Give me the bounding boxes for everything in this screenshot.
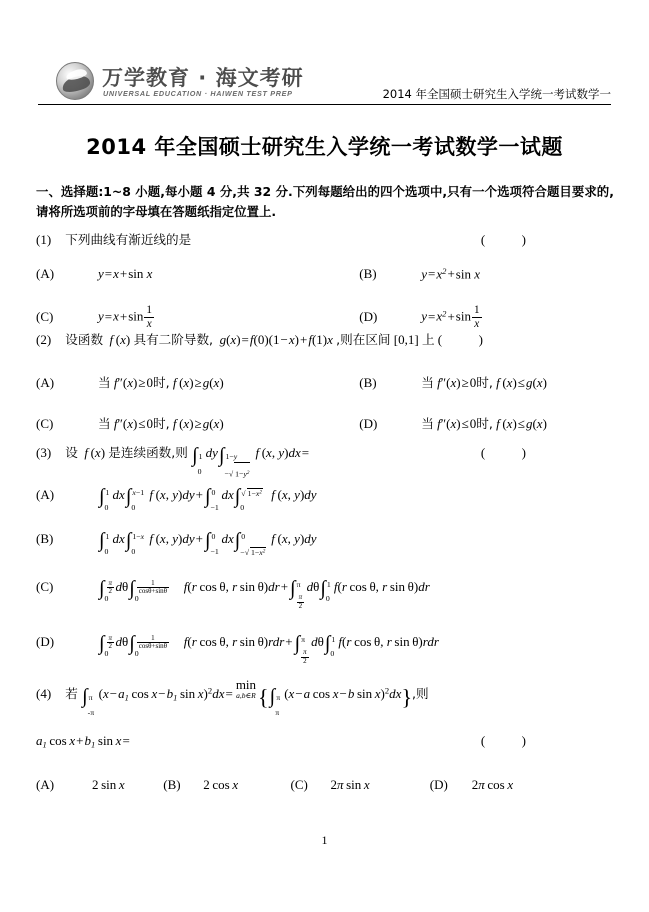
question-4-answer-bracket[interactable]: ( ) <box>480 733 536 749</box>
question-3 <box>36 443 614 665</box>
question-4-text-1: 若 <box>65 686 78 701</box>
question-2-text-3: ,则在区间 <box>336 332 391 347</box>
running-head: 2014 年全国硕士研究生入学统一考试数学一 <box>382 87 611 101</box>
question-4 <box>36 678 614 793</box>
question-2-number: (2) <box>36 332 52 347</box>
question-1-option-A[interactable]: (A) y=x+sin x <box>36 266 153 281</box>
page-title: 2014 年全国硕士研究生入学统一考试数学一试题 <box>86 135 563 159</box>
question-3-text-2: 是连续函数,则 <box>108 445 188 460</box>
question-4-option-D[interactable]: (D) 2π cos x <box>429 776 514 792</box>
question-1-number: (1) <box>36 232 52 247</box>
question-2-text-1: 设函数 <box>65 332 104 347</box>
brand-name-en: UNIVERSAL EDUCATION · HAIWEN TEST PREP <box>103 89 293 98</box>
question-3-text-1: 设 <box>65 445 78 460</box>
question-1-option-B[interactable]: (B) $y=x^2+\sin$ x <box>359 266 480 282</box>
question-3-option-C[interactable]: (C) ∫ $\frac{\pi}{2}$ 0 dθ∫ $\frac{1}{\cos\theta+\sin\theta}$ 0 f(r cos θ, r sin θ)dr+∫ π $\frac{\pi}{2}$ dθ∫ 1 0 f(r cos θ, r sin θ)dr <box>36 577 430 610</box>
option-row <box>36 372 614 391</box>
question-4-number: (4) <box>36 686 52 701</box>
question-2-option-C[interactable]: (C) 当 f″(x)≤0时, f (x)≥g(x) <box>36 416 224 431</box>
question-4-option-B[interactable]: (B) 2 cos x <box>163 776 239 792</box>
question-2-option-B[interactable]: (B) 当 f″(x)≥0时, f (x)≤g(x) <box>359 375 547 390</box>
question-4-option-C[interactable]: (C) 2π sin x <box>290 776 370 792</box>
question-4-stem-line2: $a_1$ $\cos x+b_1$ sin x= ( ) <box>36 733 536 750</box>
integral: ∫ 1 0 <box>192 444 203 476</box>
question-4-stem: (4) 若 ∫ π -π ($x-a_1$ $\cos x-b_1$ sin x)$^2$dx= min a,b∈R {∫ π π (x−a cos x−b sin x)$^2$dx},则 <box>36 677 429 717</box>
brand-masthead <box>56 62 306 106</box>
question-2 <box>36 330 614 432</box>
question-3-option-A[interactable]: (A) ∫ 1 0 dx∫ x−1 0 f (x, y)dy+∫ 0 −1 dx∫ √ $1-x^2$ 0 f (x, y)dy <box>36 485 317 512</box>
question-1-text: 下列曲线有渐近线的是 <box>65 232 192 247</box>
section-instructions: 一、选择题:1~8 小题,每小题 4 分,共 32 分.下列每题给出的四个选项中,只有一个选项符合题目要求的,请将所选项前的字母填在答题纸指定位置上. <box>36 184 614 219</box>
question-3-option-D[interactable]: (D) ∫ $\frac{\pi}{2}$ 0 dθ∫ $\frac{1}{\cos\theta+\sin\theta}$ 0 f(r cos θ, r sin θ)rdr+∫ π $\frac{\pi}{2}$ dθ∫ 1 0 f(r cos θ, r sin θ)rdr <box>36 632 439 665</box>
question-4-options <box>36 777 614 793</box>
question-4-option-A[interactable]: (A) 2 sin x <box>36 776 125 792</box>
question-1 <box>36 230 614 330</box>
option-row <box>36 413 614 432</box>
header-divider <box>38 104 611 105</box>
question-1-answer-bracket[interactable]: ( ) <box>480 232 536 247</box>
question-1-options <box>36 266 614 330</box>
brand-name-cn: 万学教育 · 海文考研 <box>102 66 304 90</box>
integral: ∫ 1−y −√ $1-y^2$ <box>219 444 255 464</box>
globe-swoosh-logo-icon <box>56 62 94 100</box>
question-3-options <box>36 485 614 665</box>
question-2-text-2: 具有二阶导数, <box>133 332 214 347</box>
question-1-option-D[interactable]: (D) $y=x^2+\sin$ $\frac{1}{x}$ <box>359 304 480 330</box>
question-2-answer-bracket[interactable]: ( ) <box>437 332 493 347</box>
question-2-option-A[interactable]: (A) 当 f″(x)≥0时, f (x)≥g(x) <box>36 375 224 390</box>
question-3-stem: (3) 设 f (x) 是连续函数,则 ∫ 1 0 dy∫ 1−y −√ $1-y^2$ f (x, y)dx= ( ) <box>36 443 614 464</box>
question-3-answer-bracket[interactable]: ( ) <box>480 445 536 460</box>
question-2-text-4: 上 <box>421 332 435 347</box>
question-2-option-D[interactable]: (D) 当 f″(x)≤0时, f (x)≤g(x) <box>359 416 547 431</box>
option-row <box>36 304 614 329</box>
min-operator: min a,b∈R <box>235 677 257 700</box>
question-1-option-C[interactable]: (C) y=x+sin $\frac{1}{x}$ <box>36 304 153 330</box>
question-1-stem <box>36 230 614 250</box>
question-2-options <box>36 372 614 432</box>
question-3-number: (3) <box>36 445 52 460</box>
question-3-option-B[interactable]: (B) ∫ 1 0 dx∫ 1−x 0 f (x, y)dy+∫ 0 −1 dx∫ 0 −√ $1-x^2$ f (x, y)dy <box>36 529 317 557</box>
option-row <box>36 266 614 282</box>
page-number: 1 <box>321 833 328 847</box>
question-4-text-2: ,则 <box>412 686 429 701</box>
option-row <box>36 777 614 793</box>
question-2-stem: (2) 设函数 f (x) 具有二阶导数, g(x)=f(0)(1−x)+f(1)x ,则在区间 [0,1] 上 ( ) <box>36 330 614 350</box>
